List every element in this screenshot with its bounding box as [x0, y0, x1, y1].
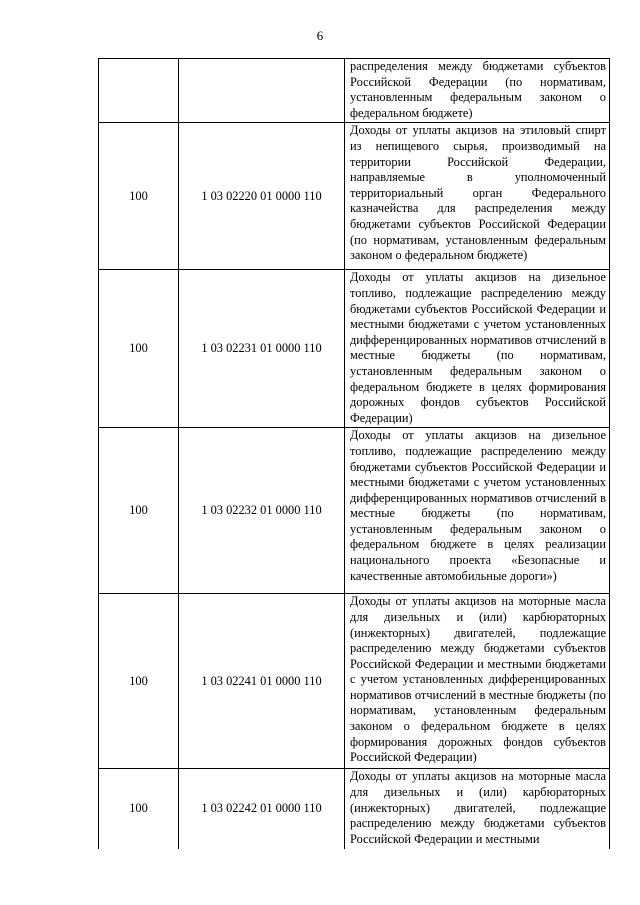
- description-text: Доходы от уплаты акцизов на дизельное топливо, подлежащие распределению между бюджетами субъектов Российской Федерации и местными бюджетами с учетом установленных дифференцированных нормативов отчислений в местные бюджеты (по нормативам, установленным федеральным законом о федеральном бюджете в целях формирования дорожных фондов субъектов Российской Федерации): [350, 270, 606, 425]
- description-cell: [345, 428, 610, 594]
- description-text: Доходы от уплаты акцизов на дизельное топливо, подлежащие распределению между бюджетами субъектов Российской Федерации и местными бюджетами с учетом установленных дифференцированных нормативов отчислений в местные бюджеты (по нормативам, установленным федеральным законом о федеральном бюджете в целях реализации национального проекта «Безопасные и качественные автомобильные дороги»): [350, 428, 606, 583]
- table-row: [99, 594, 610, 769]
- description-cell: [345, 594, 610, 769]
- revenue-codes-table: [98, 58, 610, 849]
- table-row: [99, 428, 610, 594]
- table-row: [99, 59, 610, 123]
- admin-code-cell: 100: [99, 428, 179, 594]
- kbk-code-cell: 1 03 02241 01 0000 110: [179, 594, 345, 769]
- description-cell: [345, 59, 610, 123]
- page-number: 6: [316, 28, 324, 43]
- table-row: [99, 769, 610, 849]
- admin-code-cell: 100: [99, 270, 179, 428]
- admin-code-cell: 100: [99, 769, 179, 849]
- kbk-code-cell: 1 03 02220 01 0000 110: [179, 123, 345, 270]
- description-cell: [345, 769, 610, 849]
- kbk-code-cell: 1 03 02231 01 0000 110: [179, 270, 345, 428]
- table-row: [99, 123, 610, 270]
- description-text: распределения между бюджетами субъектов Российской Федерации (по нормативам, установленным федеральным законом о федеральном бюджете): [350, 59, 606, 120]
- description-text: Доходы от уплаты акцизов на моторные масла для дизельных и (или) карбюраторных (инжекторных) двигателей, подлежащие распределению между бюджетами субъектов Российской Федерации и местными бюджетами с учетом установленных дифференцированных нормативов отчислений в местные бюджеты (по нормативам, установленным федеральным законом о федеральном бюджете в целях формирования дорожных фондов субъектов Российской Федерации): [350, 594, 606, 765]
- admin-code-cell: 100: [99, 123, 179, 270]
- admin-code-cell: [99, 59, 179, 123]
- description-cell: [345, 123, 610, 270]
- kbk-code-cell: 1 03 02232 01 0000 110: [179, 428, 345, 594]
- description-cell: [345, 270, 610, 428]
- description-text: Доходы от уплаты акцизов на этиловый спирт из непищевого сырья, производимый на территории Российской Федерации, направляемые в уполномоченный территориальный орган Федерального казначейства для распределения между бюджетами субъектов Российской Федерации (по нормативам, установленным федеральным законом о федеральном бюджете): [350, 123, 606, 263]
- kbk-code-cell: 1 03 02242 01 0000 110: [179, 769, 345, 849]
- description-text: Доходы от уплаты акцизов на моторные масла для дизельных и (или) карбюраторных (инжекторных) двигателей, подлежащие распределению между бюджетами субъектов Российской Федерации и местными: [350, 769, 606, 846]
- admin-code-cell: 100: [99, 594, 179, 769]
- kbk-code-cell: [179, 59, 345, 123]
- table-row: [99, 270, 610, 428]
